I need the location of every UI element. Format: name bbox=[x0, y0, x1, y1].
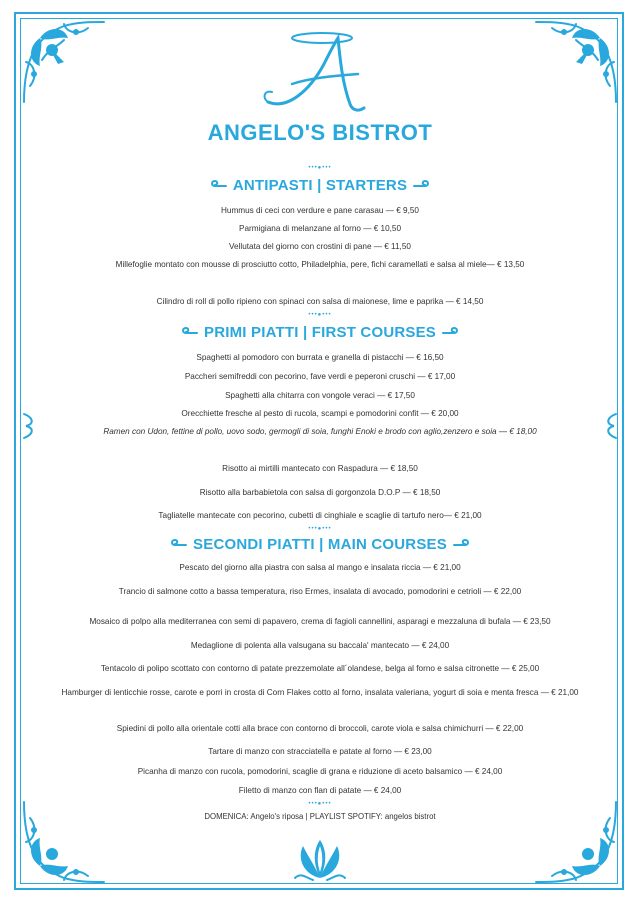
section-title: ANTIPASTI | STARTERS bbox=[232, 177, 408, 194]
dots-divider: •••●••• bbox=[308, 526, 332, 532]
scroll-flourish-icon bbox=[180, 327, 198, 339]
scroll-flourish-icon bbox=[413, 180, 431, 192]
fan-ornament-icon bbox=[293, 838, 347, 882]
section-heading-main-courses bbox=[0, 536, 640, 556]
menu-item: Medaglione di polenta alla valsugana su baccala' mantecato — € 24,00 bbox=[190, 641, 450, 650]
scroll-flourish-icon bbox=[209, 180, 227, 192]
menu-item: Parmigiana di melanzane al forno — € 10,50 bbox=[238, 224, 402, 233]
dots-divider: •••●••• bbox=[308, 801, 332, 807]
restaurant-title: ANGELO'S BISTROT bbox=[207, 120, 433, 145]
dots-divider: •••●••• bbox=[308, 165, 332, 171]
menu-item: Pescato del giorno alla piastra con salsa al mango e insalata riccia — € 21,00 bbox=[179, 563, 461, 572]
ornamental-corner-icon bbox=[530, 16, 622, 108]
scroll-flourish-icon bbox=[169, 539, 187, 551]
footer-note: DOMENICA: Angelo's riposa | PLAYLIST SPOTIFY: angelos bistrot bbox=[204, 812, 436, 821]
angelo-monogram-logo bbox=[258, 24, 382, 116]
dots-divider: •••●••• bbox=[308, 312, 332, 318]
menu-item: Tentacolo di polipo scottato con contorno di patate prezzemolate all´olandese, belga al forno e salsa citronette — € 25,00 bbox=[100, 664, 540, 673]
menu-item: Risotto alla barbabietola con salsa di gorgonzola D.O.P — € 18,50 bbox=[199, 488, 441, 497]
section-heading-first-courses bbox=[0, 324, 640, 344]
side-flourish-icon bbox=[604, 412, 618, 440]
menu-item: Tartare di manzo con stracciatella e patate al forno — € 23,00 bbox=[208, 747, 432, 756]
ornamental-corner-icon bbox=[18, 796, 110, 888]
menu-item: Mosaico di polpo alla mediterranea con semi di papavero, crema di fagioli cannellini, asparagi e mezzaluna di bufala — € 23,50 bbox=[89, 617, 551, 626]
menu-item: Filetto di manzo con flan di patate — € 24,00 bbox=[238, 786, 402, 795]
menu-item: Orecchiette fresche al pesto di rucola, scampi e pomodorini confit — € 20,00 bbox=[181, 409, 459, 418]
menu-item: Spaghetti al pomodoro con burrata e granella di pistacchi — € 16,50 bbox=[196, 353, 444, 362]
menu-item: Spiedini di pollo alla orientale cotti alla brace con contorno di broccoli, carote viola e salsa chimichurri — € 22,00 bbox=[116, 724, 524, 733]
menu-item: Picanha di manzo con rucola, pomodorini, scaglie di grana e riduzione di aceto balsamico — € 24,00 bbox=[137, 767, 503, 776]
menu-item: Trancio di salmone cotto a bassa temperatura, riso Ermes, insalata di avocado, pomodorini e cetrioli — € 22,00 bbox=[118, 587, 522, 596]
scroll-flourish-icon bbox=[453, 539, 471, 551]
ornamental-corner-icon bbox=[18, 16, 110, 108]
menu-item: Millefoglie montato con mousse di prosciutto cotto, Philadelphia, pere, fichi caramellati e salsa al miele— € 13,50 bbox=[115, 260, 525, 269]
menu-item: Vellutata del giorno con crostini di pane — € 11,50 bbox=[229, 242, 411, 251]
section-heading-starters bbox=[0, 177, 640, 197]
ornamental-corner-icon bbox=[530, 796, 622, 888]
menu-item: Cilindro di roll di pollo ripieno con spinaci con salsa di maionese, lime e paprika — € 14,50 bbox=[156, 297, 484, 306]
section-title: PRIMI PIATTI | FIRST COURSES bbox=[203, 324, 437, 341]
menu-item: Hummus di ceci con verdure e pane carasau — € 9,50 bbox=[221, 206, 419, 215]
side-flourish-icon bbox=[22, 412, 36, 440]
scroll-flourish-icon bbox=[442, 327, 460, 339]
menu-item: Risotto ai mirtilli mantecato con Raspadura — € 18,50 bbox=[222, 464, 418, 473]
menu-item: Paccheri semifreddi con pecorino, fave verdi e peperoni cruschi — € 17,00 bbox=[184, 372, 456, 381]
menu-item: Ramen con Udon, fettine di pollo, uovo sodo, germogli di soia, funghi Enoki e brodo con aglio,zenzero e soia — € 18,00 bbox=[103, 427, 537, 436]
menu-item: Spaghetti alla chitarra con vongole veraci — € 17,50 bbox=[225, 391, 415, 400]
section-title: SECONDI PIATTI | MAIN COURSES bbox=[193, 536, 447, 553]
menu-item: Tagliatelle mantecate con pecorino, cubetti di cinghiale e scaglie di tartufo nero— € 21,00 bbox=[158, 511, 482, 520]
menu-item: Hamburger di lenticchie rosse, carote e porri in crosta di Corn Flakes cotto al forno, insalata valeriana, yogurt di soia e menta fresca — € 21,00 bbox=[61, 688, 579, 697]
